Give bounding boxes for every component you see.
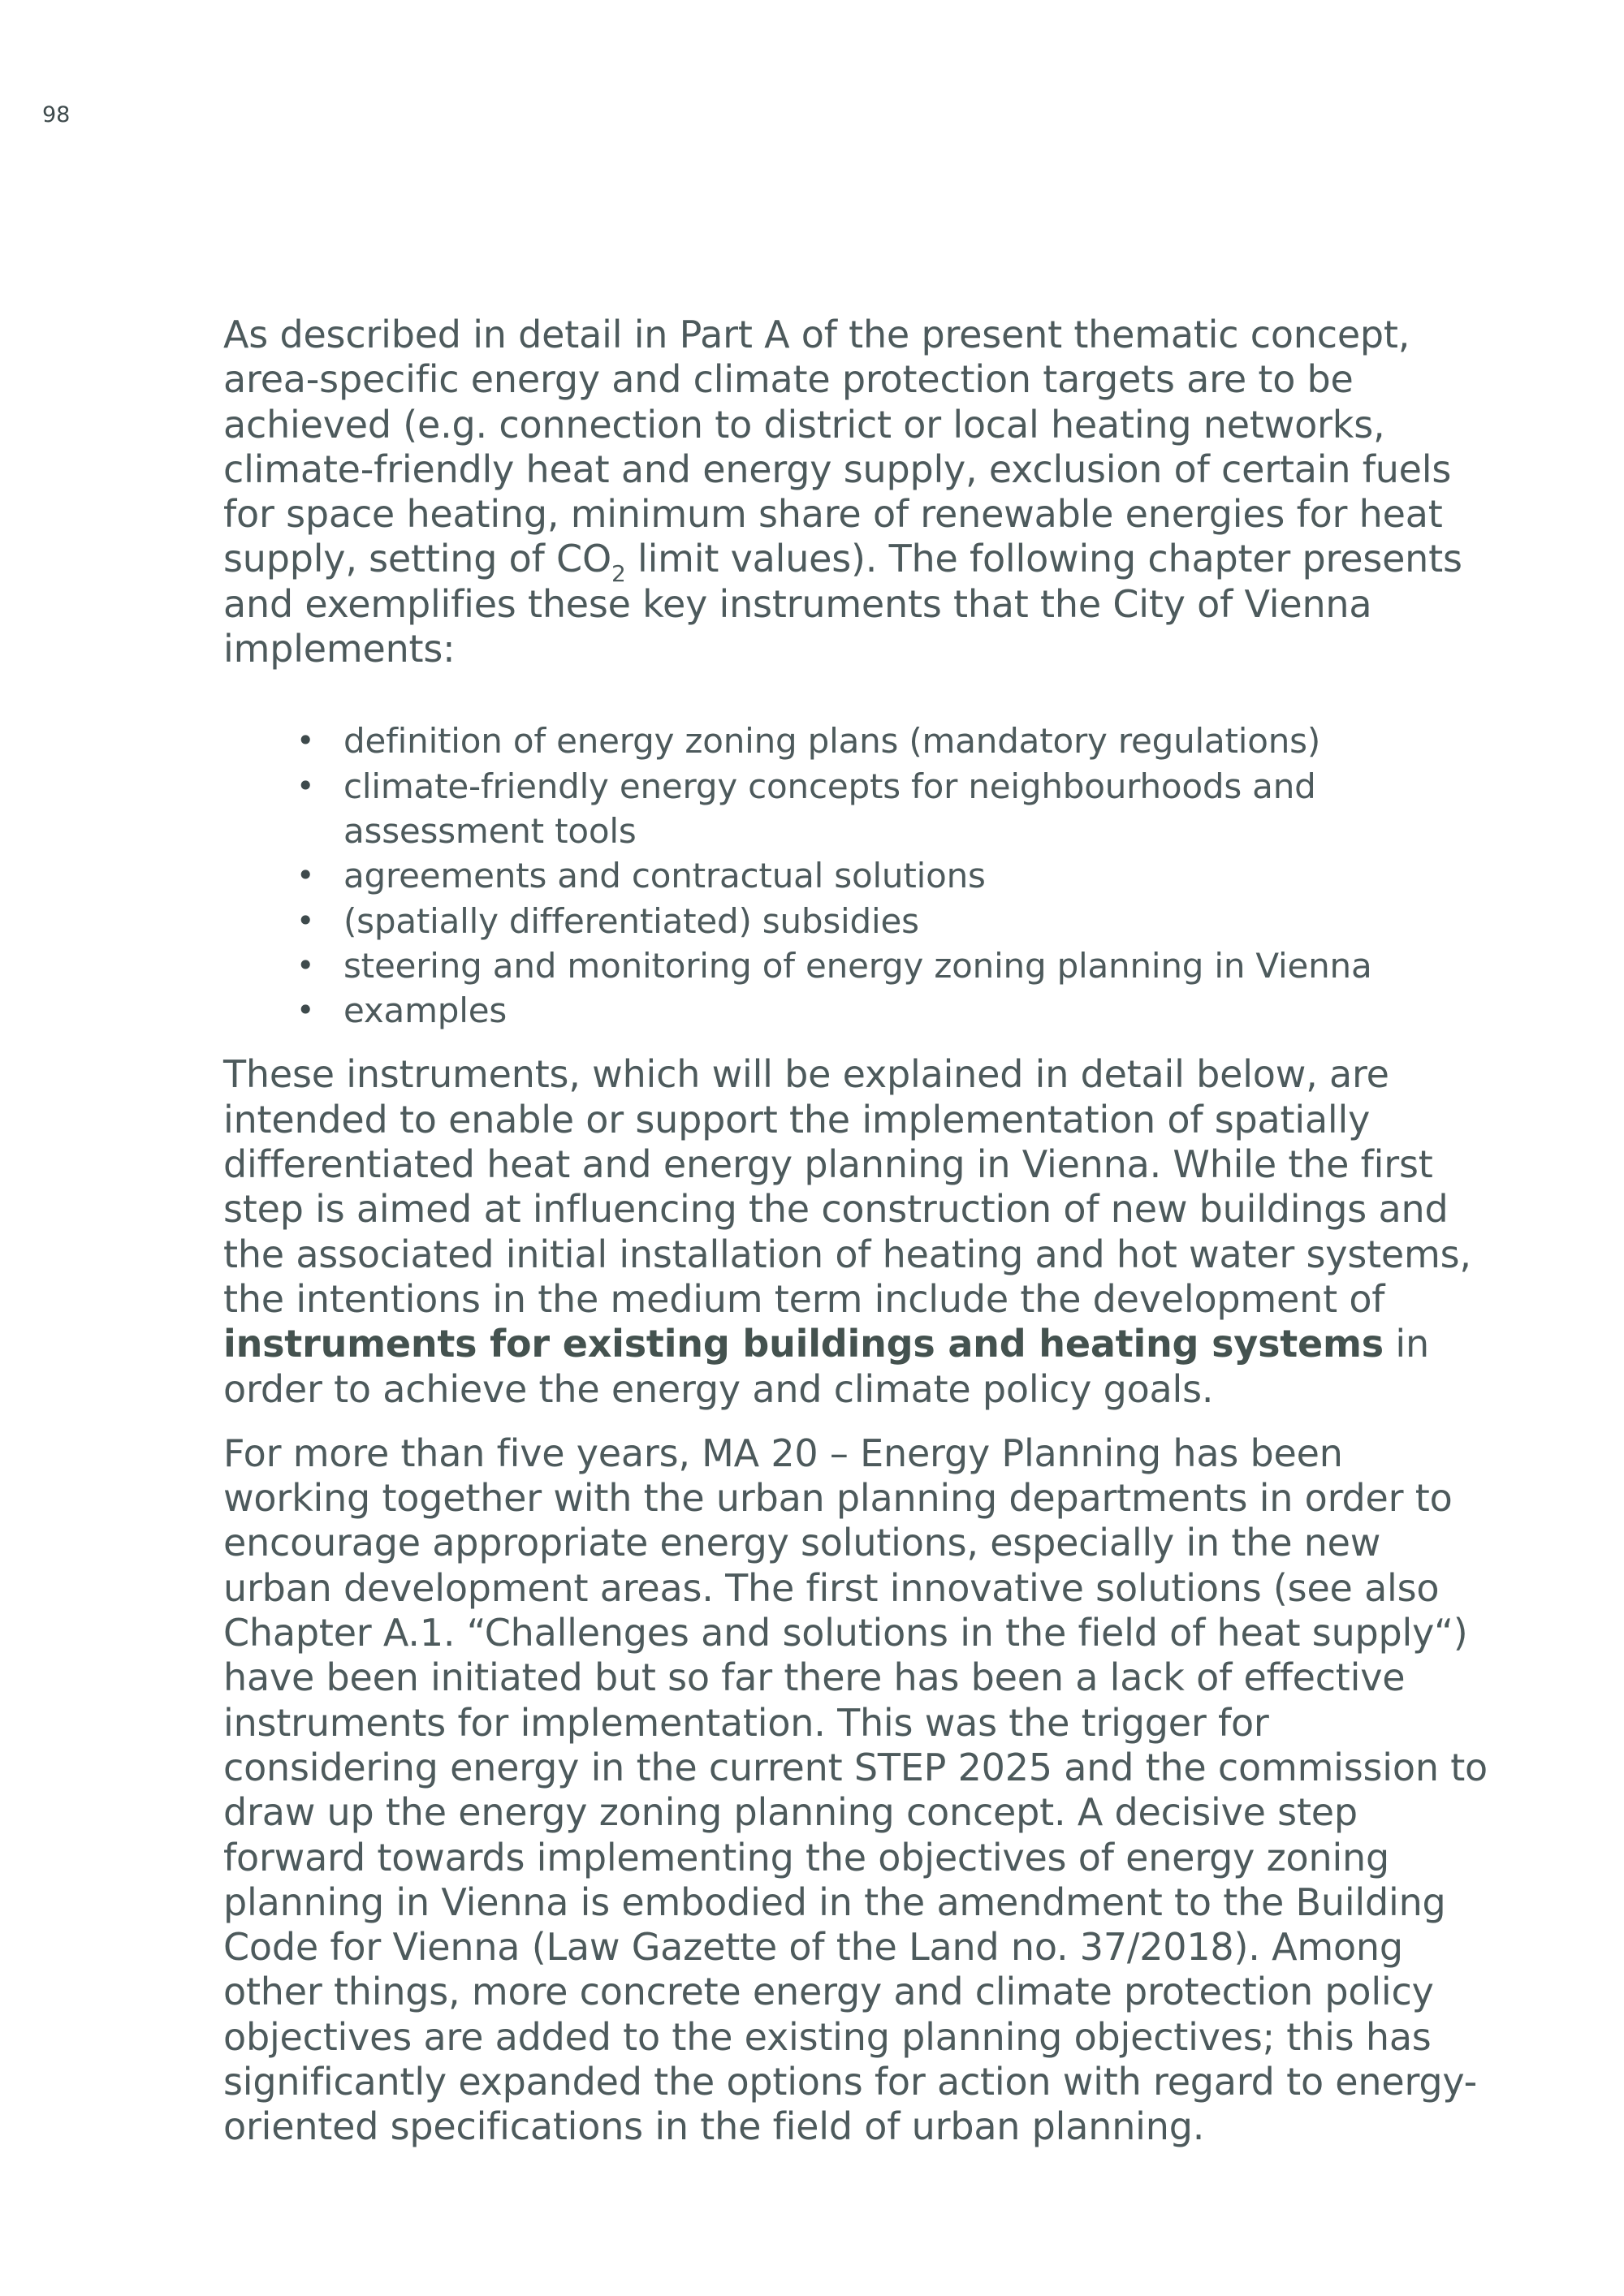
- instruments-paragraph: [223, 1052, 1490, 1411]
- bullet-icon: •: [296, 857, 315, 894]
- list-item-text: examples: [343, 990, 508, 1031]
- intro-paragraph: [223, 313, 1490, 671]
- bullet-icon: •: [296, 902, 315, 939]
- list-item-text: (spatially differentiated) subsidies: [343, 900, 919, 941]
- instruments-list: [223, 719, 1490, 1033]
- history-paragraph: For more than five years, MA 20 – Energy Planning has been working together with the urban planning departments in order to encourage appropriate energy solutions, especially in the new urban development areas. The first innovative solutions (see also Chapter A.1. “Challenges and solutions in the field of heat supply“) have been initiated but so far there has been a lack of effective instruments for implementation. This was the trigger for considering energy in the current STEP 2025 and the commission to draw up the energy zoning planning concept. A decisive step forward towards implementing the objectives of energy zoning planning in Vienna is embodied in the amendment to the Building Code for Vienna (Law Gazette of the Land no. 37/2018). Among other things, more concrete energy and climate protection policy objectives are added to the existing planning objectives; this has significantly expanded the options for action with regard to energy-oriented specifications in the field of urban planning.: [223, 1431, 1488, 2149]
- list-item: [296, 764, 1490, 854]
- bullet-icon: •: [296, 767, 315, 804]
- co2-subscript: 2: [611, 560, 626, 588]
- bold-emphasis: instruments for existing buildings and heating systems: [223, 1322, 1384, 1366]
- list-item: [296, 719, 1490, 763]
- bullet-icon: •: [296, 947, 315, 983]
- instruments-text-after-bold: in order to achieve the energy and climate policy goals.: [223, 1322, 1429, 1411]
- intro-text-before-subscript: As described in detail in Part A of the present thematic concept, area-specific energy and climate protection targets are to be achieved (e.g. connection to district or local heating networks, climate-friendly heat and energy supply, exclusion of certain fuels for space heating, minimum share of renewable energies for heat supply, setting of CO: [223, 313, 1452, 581]
- list-item-text: definition of energy zoning plans (mandatory regulations): [343, 721, 1321, 762]
- bullet-icon: •: [296, 723, 315, 759]
- list-item: [296, 988, 1490, 1033]
- bullet-icon: •: [296, 992, 315, 1029]
- list-item: [296, 943, 1490, 988]
- main-content: [223, 313, 1490, 2150]
- intro-text-after-subscript: limit values). The following chapter presents and exemplifies these key instruments that the City of Vienna implements:: [223, 537, 1462, 671]
- list-item-text: steering and monitoring of energy zoning planning in Vienna: [343, 945, 1372, 986]
- list-item: [296, 853, 1490, 898]
- list-item-text: climate-friendly energy concepts for neighbourhoods and assessment tools: [343, 766, 1316, 851]
- list-item: [296, 899, 1490, 943]
- list-item-text: agreements and contractual solutions: [343, 856, 986, 896]
- page-number: 98: [42, 102, 71, 127]
- instruments-text-before-bold: These instruments, which will be explained in detail below, are intended to enable or support the implementation of spatially differentiated heat and energy planning in Vienna. While the first step is aimed at influencing the construction of new buildings and the associated initial installation of heating and hot water systems, the intentions in the medium term include the development of: [223, 1052, 1471, 1321]
